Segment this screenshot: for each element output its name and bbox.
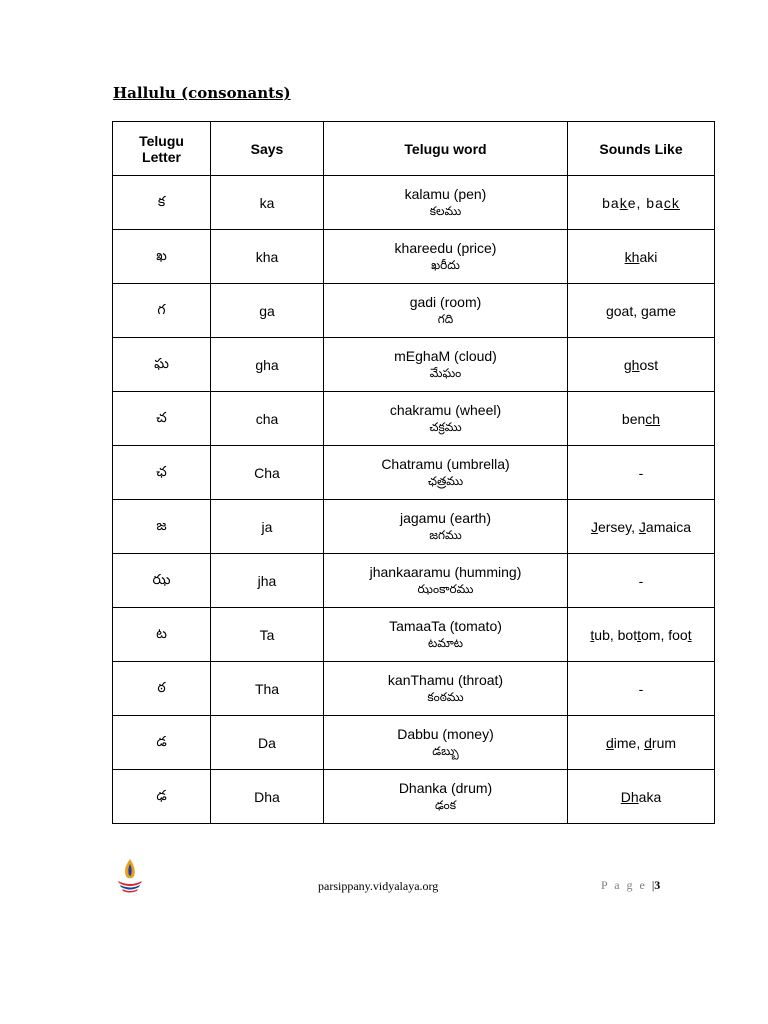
cell-telugu-word [324, 554, 568, 608]
sound-text: e, b [627, 194, 656, 211]
sound-highlight: k [619, 194, 628, 211]
word-transliteration: Dabbu (money) [397, 726, 494, 742]
word-transliteration: Dhanka (drum) [398, 780, 493, 796]
table-header-row [113, 122, 715, 176]
sound-text: b [602, 194, 611, 211]
sound-text: ub, bot [594, 626, 638, 643]
word-native-script: ఖరీదు [431, 258, 460, 272]
cell-telugu-word [324, 338, 568, 392]
table-row [113, 446, 715, 500]
sound-text: - [638, 572, 644, 589]
header-telugu-word: Telugu word [324, 122, 568, 176]
table-body [113, 176, 715, 824]
sound-text: aka [638, 788, 662, 805]
cell-says: ja [211, 500, 324, 554]
word-native-script: చక్రము [429, 420, 462, 434]
cell-telugu-word [324, 392, 568, 446]
page-separator: | [651, 878, 655, 892]
header-letter-line2: Letter [142, 148, 181, 165]
sound-highlight: ch [645, 410, 661, 427]
cell-telugu-letter: క [113, 176, 211, 230]
sound-highlight: d [644, 734, 652, 751]
sound-text: aki [639, 248, 658, 265]
word-transliteration: kalamu (pen) [404, 186, 487, 202]
sound-text: om, foo [641, 626, 688, 643]
sound-highlight: J [638, 518, 646, 535]
cell-sounds-like [568, 554, 715, 608]
table-row [113, 770, 715, 824]
cell-sounds-like [568, 446, 715, 500]
word-transliteration: kanThamu (throat) [387, 672, 504, 688]
sound-text: ame [648, 302, 677, 319]
sound-text: a [655, 194, 664, 211]
cell-sounds-like [568, 770, 715, 824]
table-row [113, 662, 715, 716]
cell-telugu-letter: డ [113, 716, 211, 770]
word-transliteration: chakramu (wheel) [389, 402, 502, 418]
sound-text: - [638, 464, 644, 481]
cell-sounds-like [568, 608, 715, 662]
word-native-script: మేఘం [429, 366, 462, 380]
page-heading: Hallulu (consonants) [113, 84, 291, 102]
sound-highlight: Dh [620, 788, 639, 805]
cell-says: Dha [211, 770, 324, 824]
word-transliteration: jagamu (earth) [399, 510, 492, 526]
word-native-script: కలము [429, 204, 462, 218]
page-label: P a g e [601, 878, 647, 892]
word-native-script: ఝంకారము [417, 582, 474, 596]
sound-highlight: gh [623, 356, 640, 373]
cell-sounds-like [568, 230, 715, 284]
cell-telugu-letter: ఛ [113, 446, 211, 500]
cell-telugu-word [324, 608, 568, 662]
table-row [113, 284, 715, 338]
header-telugu-letter [113, 122, 211, 176]
cell-telugu-letter: ఖ [113, 230, 211, 284]
sound-text: ben [621, 410, 646, 427]
cell-sounds-like [568, 716, 715, 770]
cell-telugu-word [324, 284, 568, 338]
cell-says: gha [211, 338, 324, 392]
sound-highlight: J [590, 518, 598, 535]
cell-telugu-letter: జ [113, 500, 211, 554]
cell-telugu-letter: ఝ [113, 554, 211, 608]
cell-sounds-like [568, 284, 715, 338]
cell-says: Ta [211, 608, 324, 662]
footer-page-number [601, 878, 660, 893]
cell-says: cha [211, 392, 324, 446]
table-row [113, 176, 715, 230]
sound-highlight: t [590, 626, 595, 643]
sound-text: a [610, 194, 620, 211]
cell-telugu-word [324, 770, 568, 824]
sound-highlight: ck [663, 194, 680, 211]
word-transliteration: TamaaTa (tomato) [389, 618, 502, 634]
vidyalaya-logo [115, 857, 145, 895]
cell-telugu-word [324, 446, 568, 500]
word-native-script: కంఠము [427, 690, 464, 704]
cell-telugu-word [324, 176, 568, 230]
word-transliteration: gadi (room) [409, 294, 482, 310]
sound-text: - [638, 680, 644, 697]
table-row [113, 554, 715, 608]
sound-text: ost [639, 356, 659, 373]
word-native-script: ఢంక [434, 798, 457, 812]
sound-text: ersey, [597, 518, 639, 535]
header-sounds-like: Sounds Like [568, 122, 715, 176]
cell-telugu-letter: ఠ [113, 662, 211, 716]
sound-highlight: g [605, 302, 614, 319]
footer-website: parsippany.vidyalaya.org [318, 879, 439, 893]
cell-sounds-like [568, 392, 715, 446]
page-number: 3 [654, 878, 661, 892]
word-native-script: జగము [429, 528, 462, 542]
cell-telugu-word [324, 662, 568, 716]
word-native-script: డబ్బు [432, 744, 459, 758]
cell-says: ga [211, 284, 324, 338]
table-row [113, 230, 715, 284]
sound-text: oat, [613, 302, 641, 319]
cell-sounds-like [568, 338, 715, 392]
sound-text: rum [651, 734, 677, 751]
cell-telugu-word [324, 230, 568, 284]
word-native-script: గది [437, 312, 454, 326]
sound-highlight: kh [624, 248, 640, 265]
cell-telugu-letter: గ [113, 284, 211, 338]
cell-says: ka [211, 176, 324, 230]
sound-highlight: t [687, 626, 692, 643]
sound-highlight: g [641, 302, 649, 319]
consonants-table [112, 121, 715, 824]
cell-says: jha [211, 554, 324, 608]
word-transliteration: Chatramu (umbrella) [381, 456, 510, 472]
cell-telugu-letter: చ [113, 392, 211, 446]
table-row [113, 500, 715, 554]
cell-says: Da [211, 716, 324, 770]
cell-telugu-letter: ఢ [113, 770, 211, 824]
table-row [113, 716, 715, 770]
word-transliteration: jhankaaramu (humming) [369, 564, 522, 580]
cell-telugu-letter: ఘ [113, 338, 211, 392]
table-row [113, 338, 715, 392]
sound-text: amaica [645, 518, 692, 535]
table-row [113, 392, 715, 446]
cell-sounds-like [568, 500, 715, 554]
cell-telugu-word [324, 716, 568, 770]
header-letter-line1: Telugu [139, 132, 184, 149]
sound-text: ime, [613, 734, 645, 751]
word-native-script: టమాట [427, 636, 464, 650]
cell-telugu-word [324, 500, 568, 554]
cell-says: Cha [211, 446, 324, 500]
cell-says: kha [211, 230, 324, 284]
table-row [113, 608, 715, 662]
cell-sounds-like [568, 662, 715, 716]
header-says: Says [211, 122, 324, 176]
word-transliteration: khareedu (price) [394, 240, 497, 256]
word-transliteration: mEghaM (cloud) [394, 348, 497, 364]
cell-telugu-letter: ట [113, 608, 211, 662]
sound-highlight: d [605, 734, 614, 751]
sound-highlight: t [637, 626, 641, 643]
cell-says: Tha [211, 662, 324, 716]
cell-sounds-like [568, 176, 715, 230]
word-native-script: ఛత్రము [427, 474, 464, 488]
